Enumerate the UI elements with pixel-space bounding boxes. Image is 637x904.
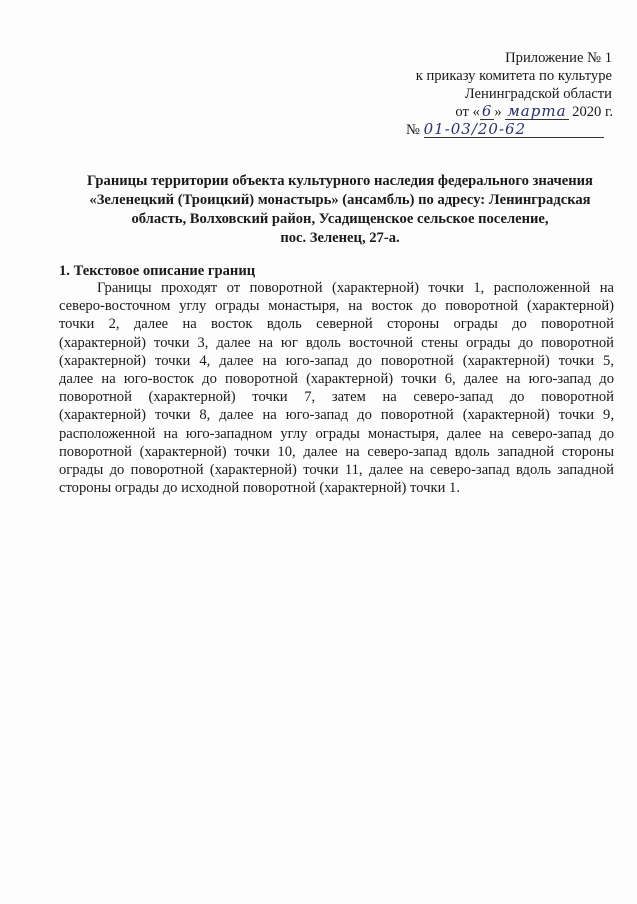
order-date	[455, 103, 613, 121]
document-title	[60, 172, 620, 248]
title-line: «Зеленецкий (Троицкий) монастырь» (ансамбль) по адресу: Ленинградская	[89, 192, 591, 208]
order-number	[406, 121, 604, 139]
number-prefix: №	[406, 122, 420, 138]
title-line: Границы территории объекта культурного наследия федерального значения	[87, 173, 593, 189]
body-line: поворотной (характерной) точки 10, далее на северо-запад вдоль западной стороны	[59, 443, 614, 460]
number-handwritten: 01-03/20-62	[424, 121, 604, 138]
body-line: (характерной) точки 8, далее на юго-запад до поворотной (характерной) точки 9,	[59, 407, 614, 424]
body-line: далее на юго-восток до поворотной (характерной) точки 6, далее на юго-запад до	[59, 371, 614, 388]
title-line: пос. Зеленец, 27-а.	[280, 230, 400, 246]
order-reference: к приказу комитета по культуре	[415, 68, 612, 84]
appendix-title: Приложение № 1	[505, 50, 612, 66]
appendix-header	[352, 49, 612, 103]
body-line: северо-восточном углу ограды монастыря, на восток до поворотной (характерной)	[59, 298, 614, 315]
date-suffix: 2020 г.	[568, 104, 613, 120]
body-line: ограды до поворотной (характерной) точки 11, далее на северо-запад вдоль западной	[59, 462, 614, 479]
body-line: расположенной на юго-западном углу ограды монастыря, далее на северо-запад до	[59, 425, 614, 442]
region-name: Ленинградской области	[464, 86, 612, 102]
title-line: область, Волховский район, Усадищенское сельское поселение,	[131, 211, 549, 227]
body-line: (характерной) точки 4, далее на юго-запад до поворотной (характерной) точки 5,	[59, 352, 614, 369]
date-month-handwritten: марта	[507, 102, 567, 120]
body-line: поворотной (характерной) точки 7, затем на северо-запад до поворотной	[59, 389, 614, 406]
body-line: (характерной) точки 3, далее на юг вдоль восточной стены ограды до поворотной	[59, 334, 614, 351]
boundary-description	[59, 279, 614, 497]
body-line: точки 2, далее на восток вдоль северной стороны ограды до поворотной	[59, 316, 614, 333]
date-day-handwritten: 6	[481, 102, 493, 120]
body-line: Границы проходят от поворотной (характерной) точки 1, расположенной на	[97, 280, 614, 296]
body-line: стороны ограды до исходной поворотной (характерной) точки 1.	[59, 480, 460, 497]
section-heading: 1. Текстовое описание границ	[59, 263, 256, 279]
date-prefix: от «	[455, 104, 480, 120]
date-mid: »	[494, 104, 506, 120]
